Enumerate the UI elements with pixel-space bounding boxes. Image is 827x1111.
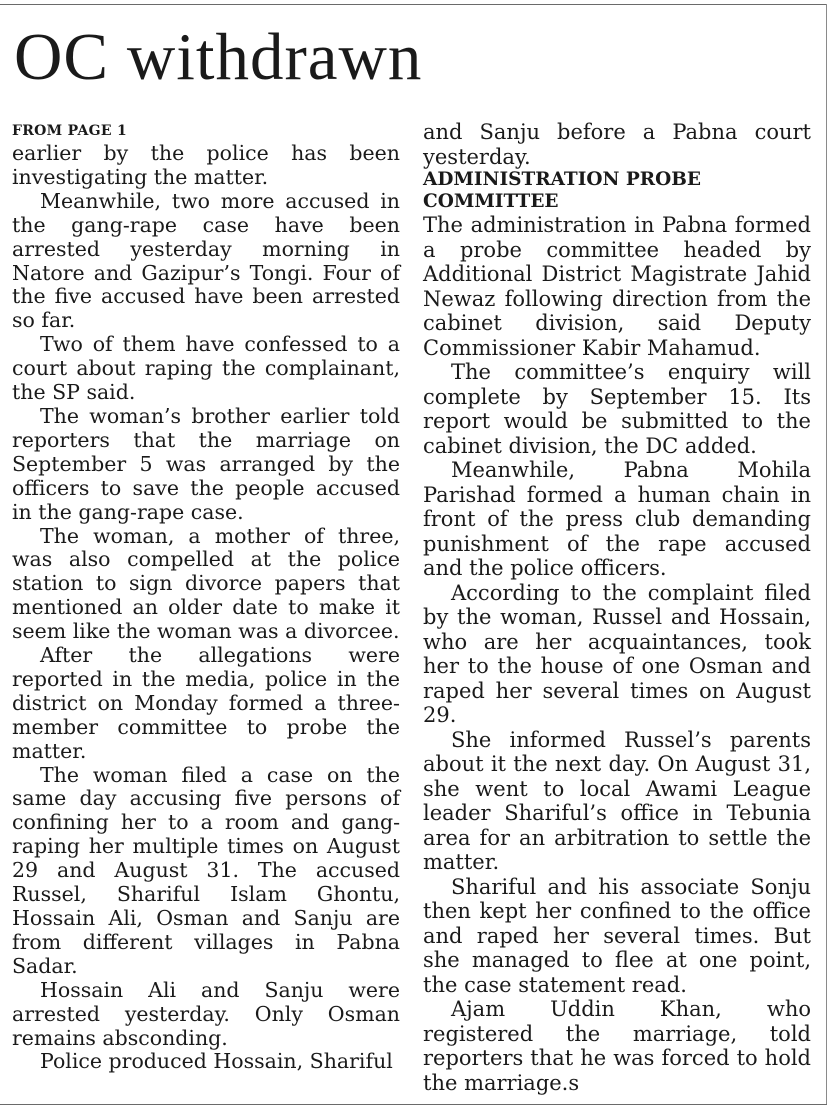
jump-line: FROM PAGE 1	[12, 123, 128, 139]
right-column	[423, 120, 811, 1095]
top-rule	[0, 4, 827, 5]
paragraph: The administration in Pabna formed a probe committee headed by Additional District Magistrate Jahid Newaz following direction from the cabinet division, said Deputy Commissioner Kabir Mahamud.	[423, 213, 811, 360]
subheading: ADMINISTRATION PROBE COMMITTEE	[423, 169, 701, 212]
paragraph: earlier by the police has been investigating the matter.	[12, 141, 400, 189]
paragraph: Meanwhile, two more accused in the gang-rape case have been arrested yesterday morning in Natore and Gazipur’s Tongi. Four of the five accused have been arrested so far.	[12, 188, 400, 333]
paragraph: According to the complaint filed by the woman, Russel and Hossain, who are her acquaintances, took her to the house of one Osman and raped her several times on August 29.	[423, 580, 811, 727]
paragraph: She informed Russel’s parents about it the next day. On August 31, she went to local Awami League leader Shariful’s office in Tebunia area for an arbitration to settle the matter.	[423, 727, 811, 874]
paragraph: Hossain Ali and Sanju were arrested yesterday. Only Osman remains absconding.	[12, 977, 400, 1050]
paragraph: The committee’s enquiry will complete by September 15. Its report would be submitted to the cabinet division, the DC added.	[423, 360, 811, 458]
paragraph: and Sanju before a Pabna court yesterday.	[423, 120, 811, 169]
headline: OC withdrawn	[14, 20, 423, 94]
left-column	[12, 120, 400, 1074]
paragraph: The woman, a mother of three, was also compelled at the police station to sign divorce papers that mentioned an older date to make it seem like the woman was a divorcee.	[12, 523, 400, 644]
paragraph: Meanwhile, Pabna Mohila Parishad formed a human chain in front of the press club demanding punishment of the rape accused and the police officers.	[423, 458, 811, 580]
paragraph: Ajam Uddin Khan, who registered the marriage, told reporters that he was forced to hold the marriage.s	[423, 997, 811, 1095]
paragraph: The woman filed a case on the same day accusing five persons of confining her to a room and gang-raping her multiple times on August 29 and August 31. The accused Russel, Shariful Islam Ghontu, Hossain Ali, Osman and Sanju are from different villages in Pabna Sadar.	[12, 762, 400, 978]
paragraph: The woman’s brother earlier told reporters that the marriage on September 5 was arranged by the officers to save the people accused in the gang-rape case.	[12, 403, 400, 524]
paragraph: Two of them have confessed to a court about raping the complainant, the SP said.	[12, 332, 400, 405]
paragraph: Police produced Hossain, Shariful	[40, 1049, 393, 1074]
paragraph: After the allegations were reported in the media, police in the district on Monday formed a three-member committee to probe the matter.	[12, 643, 400, 763]
bottom-rule	[0, 1104, 827, 1105]
paragraph: Shariful and his associate Sonju then kept her confined to the office and raped her several times. But she managed to flee at one point, the case statement read.	[423, 874, 811, 997]
